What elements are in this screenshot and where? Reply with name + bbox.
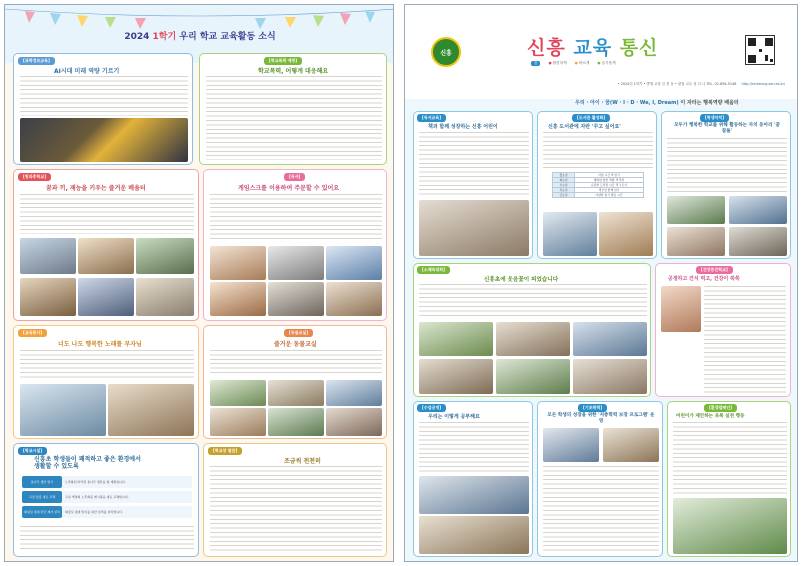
talent-photo-5 bbox=[78, 278, 134, 316]
section-reading bbox=[413, 111, 533, 259]
schedule-text-5: 다양한 읽기 발표 시간 bbox=[575, 193, 644, 198]
section-game-headline: 게임스크를 이용하여 주문할 수 있어요 bbox=[238, 185, 340, 192]
section-talent bbox=[13, 169, 199, 321]
bunting-decoration bbox=[5, 5, 394, 31]
schedule-day-5: 금요일 bbox=[553, 193, 575, 198]
value-1-label: 환한하게 bbox=[552, 61, 567, 65]
section-basic-literacy-headline: 모든 학생의 성장을 위한 '저층학력 보장 프로그램' 운영 bbox=[547, 413, 655, 424]
section-basic-literacy-tag: [기초학력] bbox=[578, 404, 607, 412]
section-open-class-headline: 우리는 이렇게 공부해요 bbox=[428, 414, 480, 420]
talent-photo-6 bbox=[136, 278, 194, 316]
vision-banner-head: 우리 · 아이 · 꿈(W · I · D · We, I, Dream) bbox=[575, 100, 679, 106]
facility-row-3-desc: 화장실 냄새 방지를 위한 설비를 설치합니다. bbox=[62, 506, 192, 518]
facility-row-2-desc: 교실 벽면의 노후화된 게시판을 새로 교체합니다. bbox=[62, 491, 192, 503]
schedule-day-4: 목요일 bbox=[553, 188, 575, 193]
values-label: 꿈 bbox=[531, 61, 540, 66]
section-ai-headline: AI시대 미래 역량 기르기 bbox=[54, 68, 120, 75]
reading-photo bbox=[419, 200, 529, 256]
library-photo-5 bbox=[268, 408, 324, 436]
values-row bbox=[531, 61, 616, 66]
section-talent-headline: 꿈과 끼, 재능을 키우는 즐거운 배움터 bbox=[46, 185, 146, 192]
facility-row-3 bbox=[22, 506, 192, 518]
right-page-header bbox=[405, 5, 798, 99]
section-eco-campaign-headline: 어린이가 제안하는 초록 실천 행동 bbox=[676, 414, 745, 419]
section-sports-day-headline: 신흥초에 웃음꽃이 피었습니다 bbox=[484, 277, 559, 283]
left-page-title bbox=[85, 29, 315, 42]
section-parent-text bbox=[20, 526, 194, 552]
schedule-text-1: 아침 시간 책 읽기 bbox=[575, 173, 644, 178]
game-photo-5 bbox=[268, 282, 324, 316]
section-parent bbox=[13, 443, 199, 557]
section-sports-day-tag: [소체육대회] bbox=[417, 266, 450, 274]
section-student-council-tag: [학생자치] bbox=[700, 114, 729, 122]
schedule-day-1: 월요일 bbox=[553, 173, 575, 178]
section-sports bbox=[13, 325, 199, 439]
section-library-use-headline: 신흥 도서관에 자란 '꾸고 싶어요' bbox=[548, 124, 621, 130]
title-part-3: 통신 bbox=[619, 37, 659, 59]
section-open-class bbox=[413, 401, 533, 557]
value-3 bbox=[597, 61, 615, 66]
section-health-text bbox=[210, 466, 382, 552]
facility-row-2-label: 교실 힐링 새로 교체 bbox=[22, 491, 62, 503]
literacy-photo-1 bbox=[543, 428, 599, 462]
council-photo-1 bbox=[667, 196, 725, 224]
open-class-photo-1 bbox=[419, 476, 529, 514]
library-use-photo-1 bbox=[543, 212, 597, 256]
section-healthy-school bbox=[655, 263, 791, 397]
library-photo-1 bbox=[210, 380, 266, 406]
section-parent-tag: [학교시설] bbox=[18, 447, 47, 455]
sports-day-photo-3 bbox=[573, 322, 647, 356]
section-eco-campaign-text bbox=[673, 422, 787, 494]
section-open-class-text bbox=[419, 422, 529, 472]
section-sports-day-text bbox=[419, 284, 647, 318]
game-photo-3 bbox=[326, 246, 382, 280]
library-photo-6 bbox=[326, 408, 382, 436]
value-2-label: 바르게 bbox=[578, 61, 590, 65]
talent-photo-1 bbox=[20, 238, 76, 274]
title-accent: 1학기 bbox=[152, 32, 177, 42]
sports-photo-2 bbox=[108, 384, 194, 436]
literacy-photo-2 bbox=[603, 428, 659, 462]
right-page bbox=[404, 4, 798, 562]
reading-schedule-table bbox=[552, 172, 644, 198]
eco-photo bbox=[673, 498, 787, 554]
game-photo-6 bbox=[326, 282, 382, 316]
section-ai-photo bbox=[20, 118, 188, 162]
section-healthy-school-text bbox=[704, 286, 786, 394]
section-game bbox=[203, 169, 387, 321]
section-library-text bbox=[210, 350, 382, 376]
facility-row-3-label: 화장실 냄새 차단 제거 설치 bbox=[22, 506, 62, 518]
library-photo-4 bbox=[210, 408, 266, 436]
section-reading-headline: 책과 함께 성장하는 신흥 어린이 bbox=[428, 124, 498, 130]
section-library-headline: 즐거운 동물교실 bbox=[274, 341, 317, 348]
section-parent-headline: 신흥초 학생들이 쾌적하고 좋은 환경에서 생활할 수 있도록 bbox=[34, 456, 141, 470]
publication-info bbox=[405, 81, 798, 89]
facility-row-2 bbox=[22, 491, 192, 503]
schedule-row-5 bbox=[553, 193, 644, 198]
section-talent-tag: [방과후학교] bbox=[18, 173, 51, 181]
title-part-2: 교육 bbox=[573, 37, 613, 59]
library-use-photo-2 bbox=[599, 212, 653, 256]
section-health-tag: [학교장 말씀] bbox=[208, 447, 242, 455]
council-photo-3 bbox=[667, 227, 725, 256]
section-ai-text bbox=[20, 76, 188, 116]
section-library-use-text bbox=[543, 132, 653, 168]
section-reading-tag: [독서교육] bbox=[417, 114, 446, 122]
sports-day-photo-5 bbox=[496, 359, 570, 394]
section-eco-campaign bbox=[667, 401, 791, 557]
game-photo-1 bbox=[210, 246, 266, 280]
library-photo-3 bbox=[326, 380, 382, 406]
section-open-class-tag: [수업공개] bbox=[417, 404, 446, 412]
section-sports-day bbox=[413, 263, 651, 397]
section-library-use bbox=[537, 111, 657, 259]
value-1 bbox=[548, 61, 566, 66]
section-health bbox=[203, 443, 387, 557]
vision-banner bbox=[575, 99, 739, 106]
value-2-dot: ● bbox=[574, 61, 578, 65]
game-photo-4 bbox=[210, 282, 266, 316]
section-game-text bbox=[210, 194, 382, 242]
section-healthy-school-headline: 공정하고 건식 먹고, 건강이 쑥쑥 bbox=[668, 276, 740, 282]
council-photo-2 bbox=[729, 196, 787, 224]
section-library bbox=[203, 325, 387, 439]
talent-photo-4 bbox=[20, 278, 76, 316]
section-reading-text bbox=[419, 132, 529, 196]
section-healthy-school-tag: [건강증진학교] bbox=[696, 266, 733, 274]
section-basic-literacy-text bbox=[543, 466, 659, 552]
sports-day-photo-6 bbox=[573, 359, 647, 394]
section-student-council-headline: 모두가 행복한 학교를 위해 활동하는 자치 동아리 '꿈꿀돌' bbox=[674, 123, 780, 134]
section-talent-text bbox=[20, 194, 194, 234]
open-class-photo-2 bbox=[419, 516, 529, 554]
schedule-text-3: 순감한 도서관 시간 책 고르기 bbox=[575, 183, 644, 188]
section-library-use-tag: [도서관 활성화] bbox=[572, 114, 610, 122]
facility-row-1-label: 통나무 생산 할기 bbox=[22, 476, 62, 488]
section-basic-literacy bbox=[537, 401, 663, 557]
schedule-text-2: 행복한 알찬 책방 책 추천 bbox=[575, 178, 644, 183]
section-game-tag: [독서] bbox=[284, 173, 305, 181]
section-safety-text bbox=[206, 76, 382, 160]
section-eco-campaign-tag: [환경캠페인] bbox=[704, 404, 737, 412]
talent-photo-3 bbox=[136, 238, 194, 274]
section-health-headline: 조금씩 천천히 bbox=[284, 458, 321, 465]
section-sports-tag: [교육봉사] bbox=[18, 329, 47, 337]
game-photo-2 bbox=[268, 246, 324, 280]
sports-photo-1 bbox=[20, 384, 106, 436]
school-logo-text: 신흥 bbox=[440, 49, 452, 57]
talent-photo-2 bbox=[78, 238, 134, 274]
council-photo-4 bbox=[729, 227, 787, 256]
schedule-day-3: 수요일 bbox=[553, 183, 575, 188]
section-ai bbox=[13, 53, 193, 165]
section-library-tag: [동물교실] bbox=[284, 329, 313, 337]
section-safety bbox=[199, 53, 387, 165]
facility-row-1 bbox=[22, 476, 192, 488]
facility-row-1-desc: 노후화된 바닥면 통나무 생산을 할 계획입니다. bbox=[62, 476, 192, 488]
library-photo-2 bbox=[268, 380, 324, 406]
schedule-text-4: 책모임 함께 읽기 bbox=[575, 188, 644, 193]
value-3-dot: ● bbox=[597, 61, 601, 65]
qr-code bbox=[745, 35, 775, 65]
healthy-photo bbox=[661, 286, 701, 332]
facility-table bbox=[22, 476, 192, 518]
section-student-council-text bbox=[667, 138, 787, 192]
title-year: 2024 bbox=[124, 32, 150, 42]
info-line: • 2024년 1학기 • 발행 교장 김 용 동 • 편집 교무 성 디 나 TEL. 02-894-5148 bbox=[617, 82, 737, 86]
sports-day-photo-1 bbox=[419, 322, 493, 356]
title-rest: 우리 학교 교육활동 소식 bbox=[179, 32, 276, 42]
title-part-1: 신흥 bbox=[527, 37, 566, 59]
sports-day-photo-4 bbox=[419, 359, 493, 394]
section-student-council bbox=[661, 111, 791, 259]
value-1-dot: ● bbox=[548, 61, 552, 65]
section-ai-tag: [과학정보교육] bbox=[18, 57, 55, 65]
section-safety-headline: 학교폭력, 어떻게 대응해요 bbox=[258, 68, 329, 75]
sports-day-photo-2 bbox=[496, 322, 570, 356]
section-safety-tag: [학교폭력 예방] bbox=[264, 57, 302, 65]
schedule-day-2: 화요일 bbox=[553, 178, 575, 183]
newsletter-title bbox=[527, 33, 658, 60]
section-sports-text bbox=[20, 350, 194, 380]
left-page bbox=[4, 4, 394, 562]
value-2 bbox=[575, 61, 590, 66]
vision-banner-tail: 이 자라는 행복역량 배움터 bbox=[680, 100, 739, 106]
section-sports-headline: 너도 나도 행복한 노래를 부자님 bbox=[58, 341, 142, 348]
school-logo bbox=[431, 37, 461, 67]
value-3-label: 슬기롭게 bbox=[601, 61, 616, 65]
school-site[interactable]: http://sinheung.sen.es.kr/ bbox=[741, 82, 785, 86]
